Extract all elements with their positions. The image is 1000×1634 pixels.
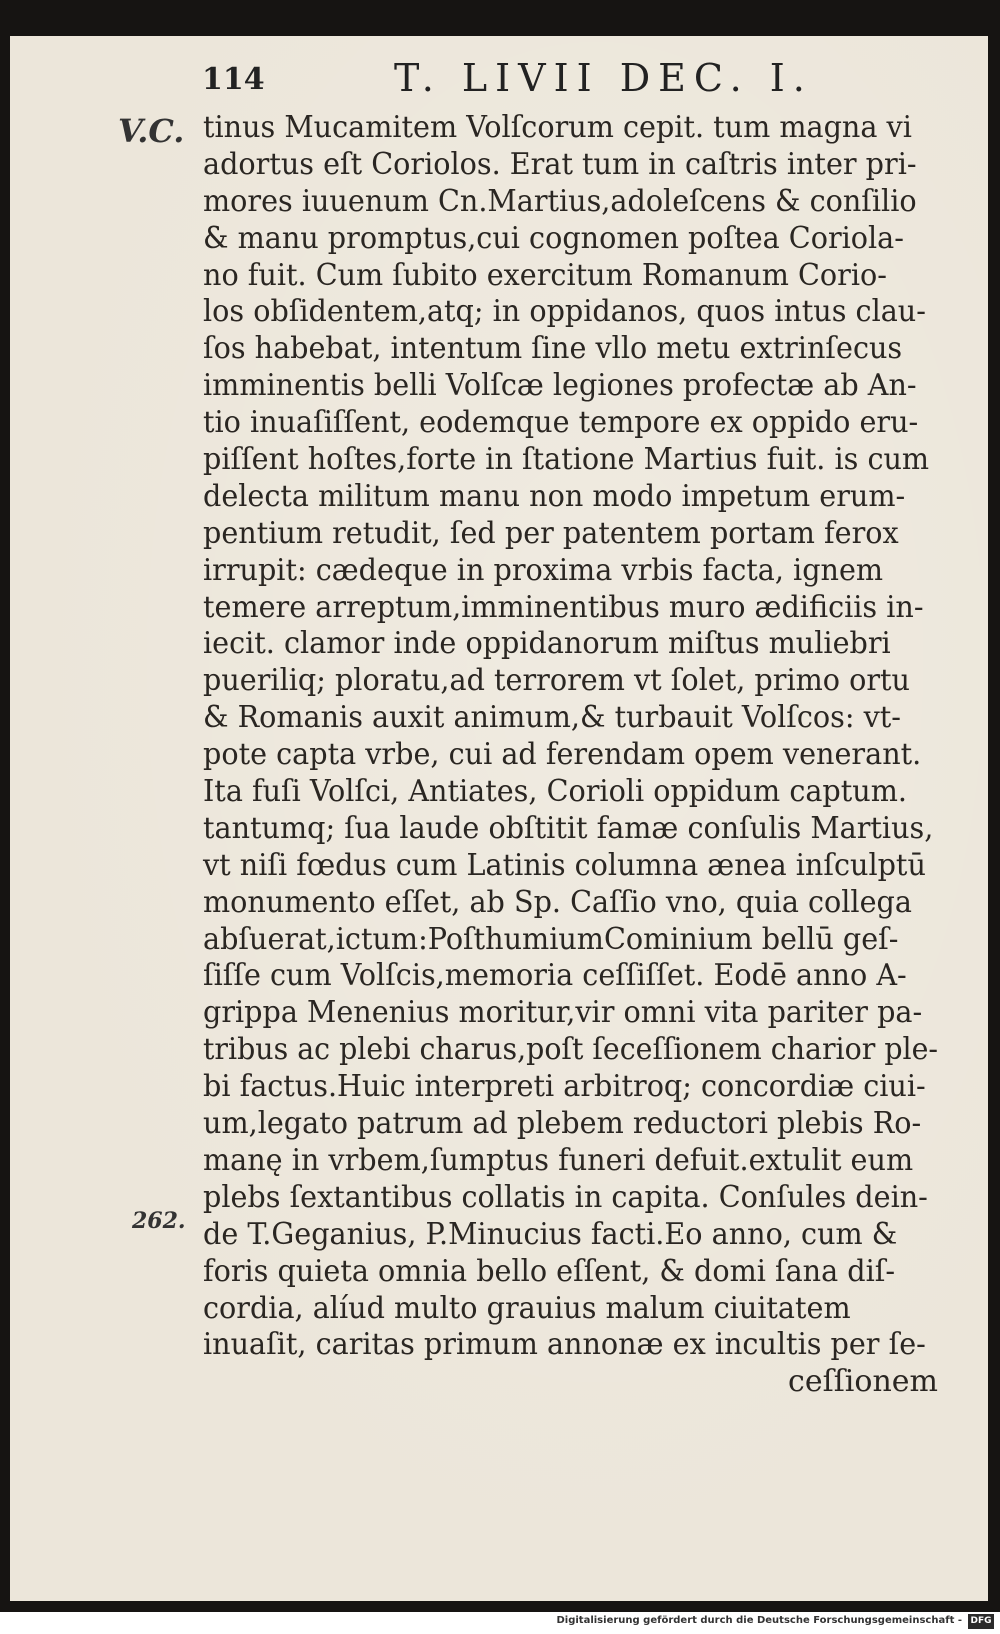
- text-line: & manu promptus,cui cognomen poſtea Coriola-: [203, 220, 904, 256]
- text-line: ſiſſe cum Volſcis,memoria ceſſiſſet. Eodē anno A-: [203, 958, 907, 994]
- page-number: 114: [202, 62, 265, 97]
- text-line: ſos habebat, intentum ſine vllo metu extrinſecus: [203, 331, 903, 367]
- text-line: plebs ſextantibus collatis in capita. Conſules dein-: [203, 1179, 928, 1215]
- text-line: iecit. clamor inde oppidanorum miſtus muliebri: [203, 626, 891, 662]
- text-line: ceſſionem: [788, 1364, 938, 1400]
- text-line: mores iuuenum Cn.Martius,adoleſcens & conſilio: [203, 183, 917, 219]
- text-line: los obſidentem,atq; in oppidanos, quos intus clau-: [203, 294, 926, 330]
- text-line: de T.Geganius, P.Minucius facti.Eo anno, cum &: [203, 1216, 898, 1252]
- text-line: abſuerat,ictum:PoſthumiumCominium bellū geſ-: [203, 921, 899, 957]
- text-line: & Romanis auxit animum,& turbauit Volſcos: vt-: [203, 700, 901, 736]
- text-line: no fuit. Cum ſubito exercitum Romanum Corio-: [203, 257, 887, 293]
- text-line: Ita fuſi Volſci, Antiates, Corioli oppidum captum.: [203, 774, 907, 810]
- text-line: vt niſi fœdus cum Latinis columna ænea inſculptū: [203, 847, 926, 883]
- text-line: imminentis belli Volſcæ legiones profectæ ab An-: [203, 368, 917, 404]
- text-line: foris quieta omnia bello eſſent, & domi ſana diſ-: [203, 1253, 896, 1289]
- text-line: manę in vrbem,ſumptus funeri defuit.extulit eum: [203, 1142, 914, 1178]
- running-title: T. LIVII DEC. I.: [394, 56, 813, 100]
- text-line: piſſent hoſtes,forte in ſtatione Martius fuit. is cum: [203, 442, 930, 478]
- text-line: um,legato patrum ad plebem reductori plebis Ro-: [203, 1106, 922, 1142]
- body-text: [203, 110, 973, 1401]
- text-line: tribus ac plebi charus,poſt ſeceſſionem charior ple-: [203, 1032, 939, 1068]
- text-line: tantumq; ſua laude obſtitit famæ conſulis Martius,: [203, 810, 934, 846]
- text-line: grippa Menenius moritur,vir omni vita pariter pa-: [203, 995, 923, 1031]
- footer-bar: [0, 1612, 1000, 1634]
- dfg-logo: DFG: [968, 1614, 994, 1629]
- text-line: delecta militum manu non modo impetum erum-: [203, 478, 906, 514]
- text-line: adortus eſt Coriolos. Erat tum in caſtris inter pri-: [203, 146, 917, 182]
- text-line: pote capta vrbe, cui ad ferendam opem venerant.: [203, 737, 922, 773]
- text-line: inuaſit, caritas primum annonæ ex incultis per ſe-: [203, 1327, 926, 1363]
- margin-note-year: 262.: [132, 1208, 186, 1234]
- text-line: pueriliq; ploratu,ad terrorem vt ſolet, primo ortu: [203, 663, 910, 699]
- text-line: tinus Mucamitem Volſcorum cepit. tum magna vi: [203, 110, 912, 145]
- running-head: [0, 56, 1000, 106]
- text-line: temere arreptum,imminentibus muro ædificiis in-: [203, 589, 924, 625]
- text-line: monumento eſſet, ab Sp. Caſſio vno, quia collega: [203, 884, 912, 920]
- digitization-credit: Digitalisierung gefördert durch die Deutsche Forschungsgemeinschaft -: [556, 1615, 962, 1626]
- text-line: cordia, alíud multo grauius malum ciuitatem: [203, 1290, 851, 1326]
- text-line: tio inuaſiſſent, eodemque tempore ex oppido eru-: [203, 405, 919, 441]
- margin-note-vc: V.C.: [118, 112, 185, 150]
- text-line: pentium retudit, ſed per patentem portam ferox: [203, 515, 899, 551]
- text-line: irrupit: cædeque in proxima vrbis facta, ignem: [203, 552, 884, 588]
- text-line: bi factus.Huic interpreti arbitroq; concordiæ ciui-: [203, 1069, 926, 1105]
